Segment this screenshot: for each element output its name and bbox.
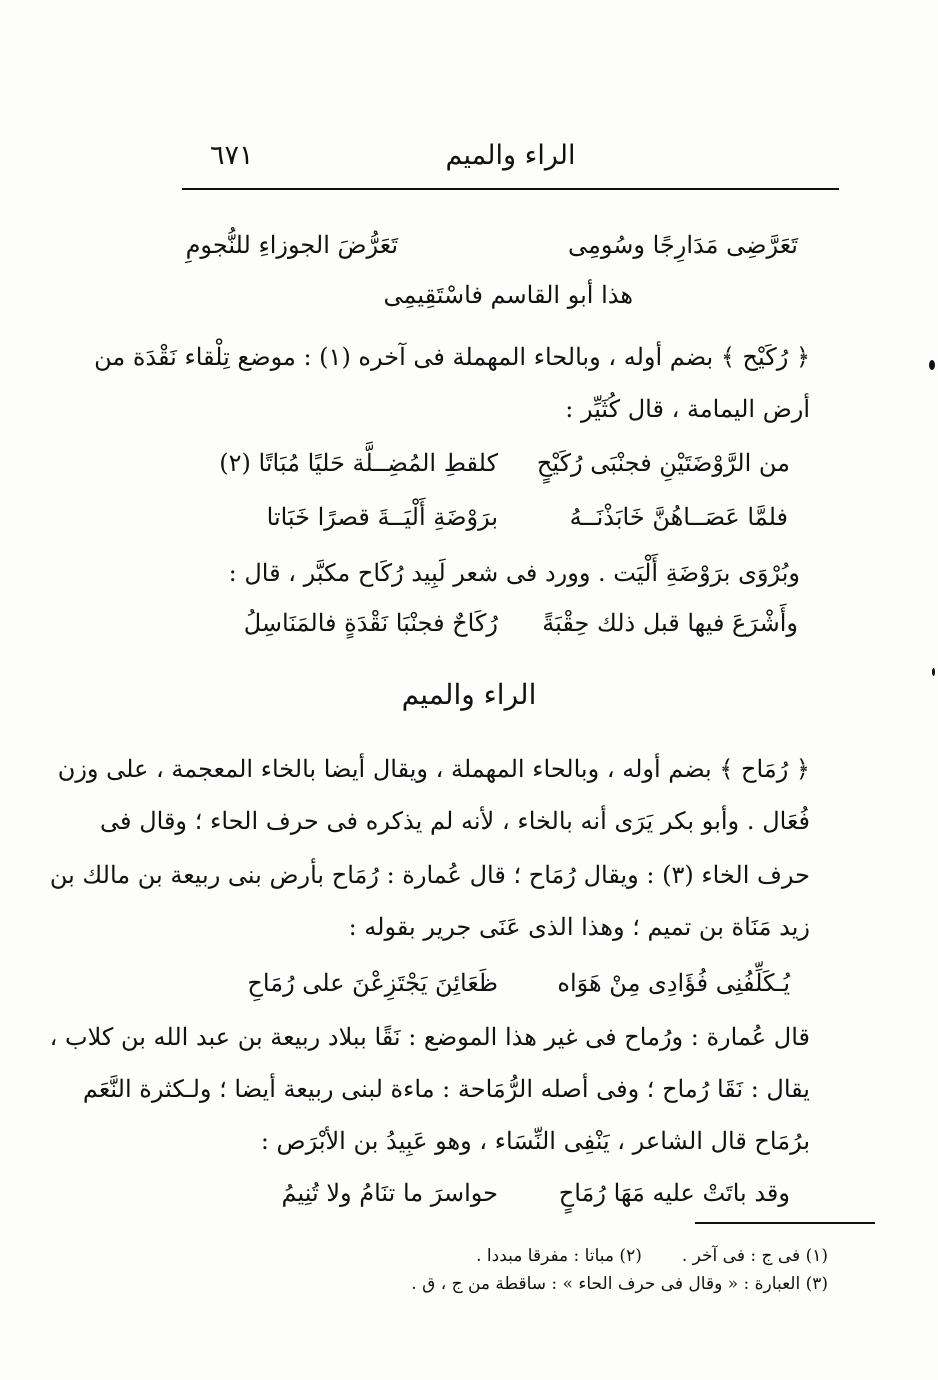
entry-rumah-line-4: زيد مَنَاة بن تميم ؛ وهذا الذى عَنَى جرير بقوله : [348,913,810,941]
entry-rukayh-line-2: أرض اليمامة ، قال كُثَيِّر : [565,395,810,423]
section-heading: الراء والميم [401,678,537,711]
verse-hemistich-1b: تَعَرُّضَ الجوزاءِ للنُّجومِ [185,231,398,259]
header-title: الراء والميم [445,140,576,171]
entry-rumah-line-6: يقال : نَقَا رُماح ؛ وفى أصله الرُّمَاحة : ماءة لبنى ربيعة أيضا ؛ ولـكثرة النَّعَم [82,1075,810,1103]
footnote-rule [695,1222,875,1224]
rukayh-verse-2a: فلمَّا عَصَــاهُنَّ خَابَذْنَــهُ [569,503,788,531]
page-number: ٦٧١ [210,140,254,171]
footnote-1: (١) فى ج : فى آخر . [681,1246,828,1266]
entry-rumah-line-1: ﴿ رُمَاح ﴾ بضم أوله ، وبالحاء المهملة ، ويقال أيضا بالخاء المعجمة ، على وزن [57,755,810,783]
entry-rumah-line-5: قال عُمارة : ورُماح فى غير هذا الموضع : نَقًا ببلاد ربيعة بن عبد الله بن كلاب ، [49,1023,810,1051]
rumah-verse-2a: وقد باتَتْ عليه مَهَا رُمَاحٍ [558,1179,790,1207]
verse-hemistich-2a: هذا أبو القاسم فاسْتَقِيمِى [383,281,633,309]
entry-rumah-line-3: حرف الخاء (٣) : ويقال رُمَاح ؛ قال عُمارة : رُمَاح بأرض بنى ربيعة بن مالك بن [49,861,810,889]
scan-speck [932,668,935,676]
rukayh-verse-3a: وأَشْرَعَ فيها قبل ذلك حِقْبَةً [542,609,798,637]
entry-rumah-line-7: برُمَاح قال الشاعر ، يَنْفِى النِّسَاء ، وهو عَبِيدُ بن الأبْرَص : [260,1127,810,1155]
entry-rumah-line-2: فُعَال . وأبو بكر يَرَى أنه بالخاء ، لأنه لم يذكره فى حرف الحاء ؛ وقال فى [100,807,810,835]
footnote-2: (٢) مباتا : مفرقا مبددا . [476,1246,642,1266]
header-rule [182,188,839,190]
footnote-line-1 [476,1244,828,1268]
footnote-3: (٣) العبارة : « وقال فى حرف الحاء » : ساقطة من ج ، ق . [411,1274,828,1294]
rukayh-verse-3b: رُكَاحٌ فجنْبَا نَقْدَةٍ فالمَنَاسِلُ [243,609,498,637]
scan-speck [929,360,935,370]
running-header [182,140,839,184]
rumah-verse-1a: يُـكَلِّفُنِى فُؤَادِى مِنْ هَوَاه [557,969,790,997]
rumah-verse-2b: حواسرَ ما تنَامُ ولا تُنِيمُ [281,1179,498,1207]
entry-rukayh-line-1: ﴿ رُكَيْح ﴾ بضم أوله ، وبالحاء المهملة فى آخره (١) : موضع تِلْقاء نَقْدَة من [94,343,810,371]
rukayh-verse-1b: كلقطِ المُضِــلَّة حَليًا مُبَاتًا (٢) [219,449,498,477]
rukayh-verse-2b: برَوْضَةِ أَلْيَــةَ قصرًا خَبَاتا [266,503,498,531]
rukayh-verse-1a: من الرَّوْضَتَيْنِ فجنْبَى رُكَيْحٍ [536,449,790,477]
verse-hemistich-1a: تَعَرَّضِى مَدَارِجًا وسُومِى [568,231,798,259]
entry-rukayh-line-3: وبُرْوَى برَوْضَةِ أَلْيَت . وورد فى شعر لَبِيد رُكَاح مكبَّر ، قال : [228,559,800,587]
rumah-verse-1b: ظَعَائِنَ يَجْتَزِعْنَ على رُمَاحِ [247,969,498,997]
